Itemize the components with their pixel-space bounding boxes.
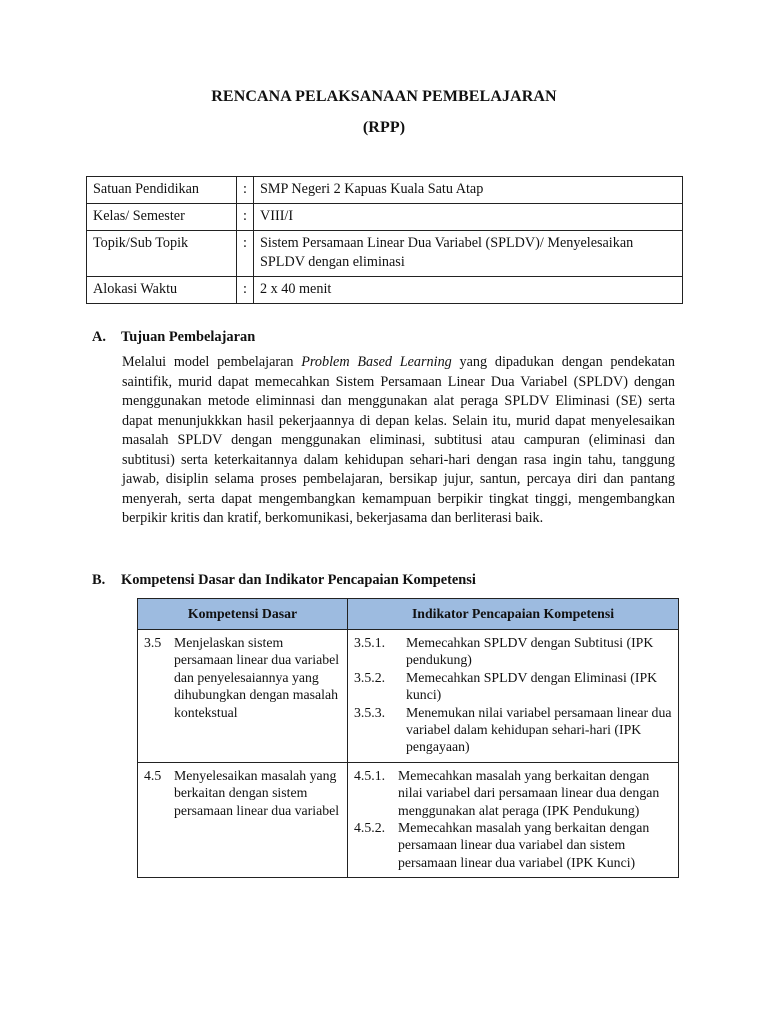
info-value: VIII/I (254, 204, 683, 231)
kd-text: Menjelaskan sistem persamaan linear dua variabel dan penyelesaiannya yang dihubungkan dengan masalah kontekstual (174, 635, 340, 720)
document-subtitle: (RPP) (362, 119, 406, 136)
section-a-heading (92, 329, 255, 346)
paragraph-text-rest: yang dipadukan dengan pendekatan saintifik, murid dapat memecahkan Sistem Persamaan Linear Dua Variabel (SPLDV) dengan menggunakan metode eliminnasi dan menggunakan alat peraga SPLDV Eliminasi (SE) serta dapat menunjukkkan hasil pekerjaannya di depan kelas. Selain itu, murid dapat menyelesaikan masalah SPLDV dengan menggunakan eliminasi, subtitusi atau campuran (eliminasi dan subtitusi) serta keterkaitannya dalam kehidupan sehari-hari dengan rasa ingin tahu, tanggung jawab, disiplin selama proses pembelajaran, bersikap jujur, santun, percaya diri dan pantang menyerah, serta dapat mengembangkan kemampuan berpikir tingkat tinggi, mengembangkan berpikir kritis dan kratif, berkomunikasi, bekerjasama dan berliterasi baik. (122, 354, 676, 526)
column-header-kd: Kompetensi Dasar (138, 599, 348, 630)
paragraph-text-start: Melalui model pembelajaran (122, 354, 302, 370)
info-label: Alokasi Waktu (87, 277, 237, 304)
indicator-text: Menemukan nilai variabel persamaan linear dua variabel dalam kehidupan sehari-hari (IPK pengayaan) (406, 704, 672, 755)
kd-cell (138, 762, 348, 877)
indicator-number: 3.5.2. (354, 669, 386, 685)
info-value: 2 x 40 menit (254, 277, 683, 304)
info-label: Topik/Sub Topik (87, 231, 237, 277)
table-row (87, 231, 683, 277)
table-header-row (138, 599, 679, 630)
indicator-text: Memecahkan masalah yang berkaitan dengan nilai variabel dari persamaan linear dua dengan menggunakan alat peraga (IPK Pendukung) (398, 767, 660, 818)
kd-number: 4.5 (144, 767, 162, 783)
info-colon: : (237, 277, 254, 304)
indicator-number: 3.5.1. (354, 635, 386, 650)
section-b-number: B. (92, 572, 106, 588)
indicator-text: Memecahkan SPLDV dengan Subtitusi (IPK pendukung) (406, 635, 654, 668)
table-row (87, 204, 683, 231)
indicator-number: 4.5.1. (354, 767, 386, 783)
identity-table (86, 176, 683, 304)
info-colon: : (237, 177, 254, 204)
section-b-heading (92, 572, 476, 589)
info-value: Sistem Persamaan Linear Dua Variabel (SPLDV)/ Menyelesaikan SPLDV dengan eliminasi (254, 231, 683, 277)
indicator-number: 3.5.3. (354, 704, 386, 720)
document-title: RENCANA PELAKSANAAN PEMBELAJARAN (211, 88, 557, 105)
indicator-text: Memecahkan masalah yang berkaitan dengan persamaan linear dua variabel dan sistem persamaan linear dua variabel (IPK Kunci) (398, 820, 650, 870)
indicator-text: Memecahkan SPLDV dengan Eliminasi (IPK kunci) (406, 669, 658, 703)
info-colon: : (237, 231, 254, 277)
info-label: Kelas/ Semester (87, 204, 237, 231)
indicator-item (354, 704, 672, 756)
indicator-item (354, 767, 672, 819)
indicator-number: 4.5.2. (354, 820, 386, 836)
competency-table (137, 598, 679, 878)
ipk-cell (348, 762, 679, 877)
table-row (138, 762, 679, 877)
table-row (87, 277, 683, 304)
info-label: Satuan Pendidikan (87, 177, 237, 204)
ipk-cell (348, 630, 679, 763)
info-value: SMP Negeri 2 Kapuas Kuala Satu Atap (254, 177, 683, 204)
indicator-item (354, 669, 672, 704)
table-row (87, 177, 683, 204)
indicator-item (354, 819, 672, 871)
section-a-number: A. (92, 329, 106, 345)
paragraph-emphasis: Problem Based Learning (301, 354, 452, 370)
learning-objective-paragraph (122, 353, 675, 529)
section-a-title: Tujuan Pembelajaran (121, 329, 256, 345)
column-header-ipk: Indikator Pencapaian Kompetensi (348, 599, 679, 630)
kd-item (144, 634, 341, 721)
kd-cell (138, 630, 348, 763)
kd-text: Menyelesaikan masalah yang berkaitan dengan sistem persamaan linear dua variabel (174, 767, 340, 818)
info-colon: : (237, 204, 254, 231)
kd-number: 3.5 (144, 635, 162, 650)
table-row (138, 630, 679, 763)
section-b-title: Kompetensi Dasar dan Indikator Pencapaian Kompetensi (121, 572, 476, 588)
indicator-item (354, 634, 672, 669)
kd-item (144, 767, 341, 819)
